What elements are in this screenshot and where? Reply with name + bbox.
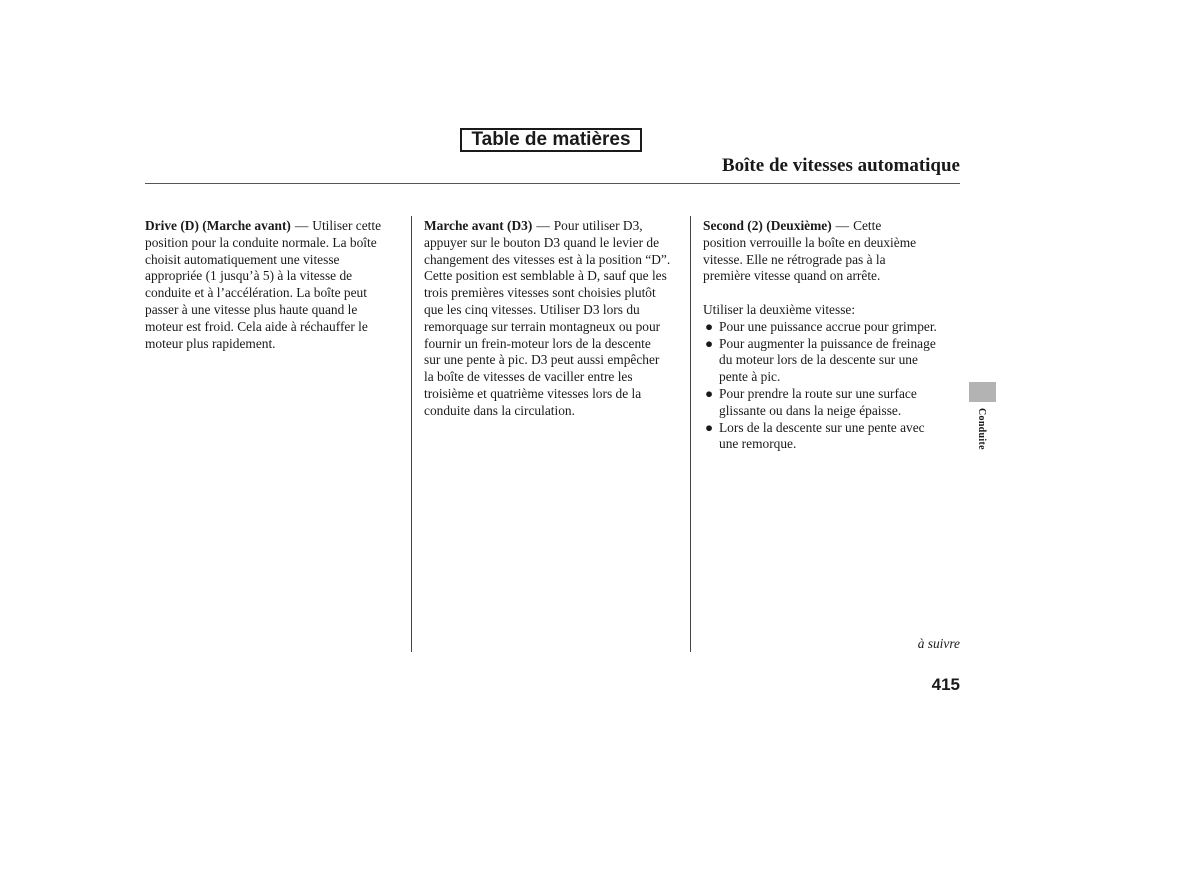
header-divider	[145, 183, 960, 184]
text-line: remorquage sur terrain montagneux ou pour	[424, 318, 661, 334]
text-line: la boîte de vitesses de vaciller entre les	[424, 369, 633, 385]
bullet-icon: ●	[705, 385, 714, 401]
chapter-tab-label: Conduite	[976, 408, 987, 450]
text-line: Cette position est semblable à D, sauf que les	[424, 268, 667, 284]
text-line: glissante ou dans la neige épaisse.	[719, 402, 902, 418]
bullet-list	[703, 319, 963, 453]
text-line: fournir un frein-moteur lors de la descente	[424, 335, 651, 351]
chapter-tab[interactable]	[969, 382, 996, 402]
text-line: première vitesse quand on arrête.	[703, 268, 881, 284]
text-line: pente à pic.	[719, 369, 781, 385]
text-line: que les cinq vitesses. Utiliser D3 lors du	[424, 301, 640, 317]
heading-second: Second (2) (Deuxième)	[703, 218, 832, 233]
text-line: appropriée (1 jusqu’à 5) à la vitesse de	[145, 268, 353, 284]
text-line: conduite dans la circulation.	[424, 402, 575, 418]
text-line: position pour la conduite normale. La boîte	[145, 234, 377, 250]
paragraph-d3	[424, 218, 686, 420]
text-line: Pour une puissance accrue pour grimper.	[719, 318, 937, 334]
list-item	[703, 336, 963, 386]
text-line: une remorque.	[719, 436, 797, 452]
bullet-icon: ●	[705, 318, 714, 334]
text-line: appuyer sur le bouton D3 quand le levier de	[424, 234, 660, 250]
bullet-icon: ●	[705, 419, 714, 435]
paragraph-second	[703, 218, 963, 285]
text-line: sur une pente à pic. D3 peut aussi empêcher	[424, 352, 660, 368]
text-line: Pour augmenter la puissance de freinage	[719, 335, 936, 351]
column-second	[703, 218, 963, 453]
text-line: vitesse. Elle ne rétrograde pas à la	[703, 251, 886, 267]
text-line: troisième et quatrième vitesses lors de la	[424, 385, 642, 401]
column-d3	[424, 218, 686, 420]
page-number: 415	[931, 675, 960, 694]
text-line: passer à une vitesse plus haute quand le	[145, 301, 358, 317]
heading-drive: Drive (D) (Marche avant)	[145, 218, 291, 233]
em-dash: —	[294, 218, 309, 233]
text-line: choisit automatiquement une vitesse	[145, 251, 340, 267]
text-line: Lors de la descente sur une pente avec	[719, 419, 925, 435]
bullet-intro: Utiliser la deuxième vitesse:	[703, 301, 856, 317]
text-line: moteur plus rapidement.	[145, 335, 276, 351]
text-line: du moteur lors de la descente sur une	[719, 352, 918, 368]
text-line: trois premières vitesses sont choisies plutôt	[424, 285, 656, 301]
list-item	[703, 420, 963, 454]
continued-note: à suivre	[917, 636, 960, 651]
column-divider	[690, 216, 691, 652]
list-item	[703, 386, 963, 420]
list-item	[703, 319, 963, 336]
column-drive	[145, 218, 400, 352]
em-dash: —	[536, 218, 550, 233]
table-of-contents-button[interactable]: Table de matières	[460, 128, 642, 152]
em-dash: —	[835, 218, 850, 233]
text-line: Pour utiliser D3,	[553, 218, 643, 233]
section-title: Boîte de vitesses automatique	[721, 155, 960, 176]
column-divider	[411, 216, 412, 652]
text-line: Pour prendre la route sur une surface	[719, 385, 917, 401]
text-line: Cette	[853, 218, 882, 233]
text-line: conduite et à l’accélération. La boîte peut	[145, 285, 367, 301]
bullet-icon: ●	[705, 335, 714, 351]
text-line: moteur est froid. Cela aide à réchauffer le	[145, 318, 368, 334]
paragraph-drive	[145, 218, 400, 352]
text-line: position verrouille la boîte en deuxième	[703, 234, 917, 250]
text-line: changement des vitesses est à la position “D”.	[424, 251, 671, 267]
text-line: Utiliser cette	[312, 218, 382, 233]
heading-d3: Marche avant (D3)	[424, 218, 533, 233]
